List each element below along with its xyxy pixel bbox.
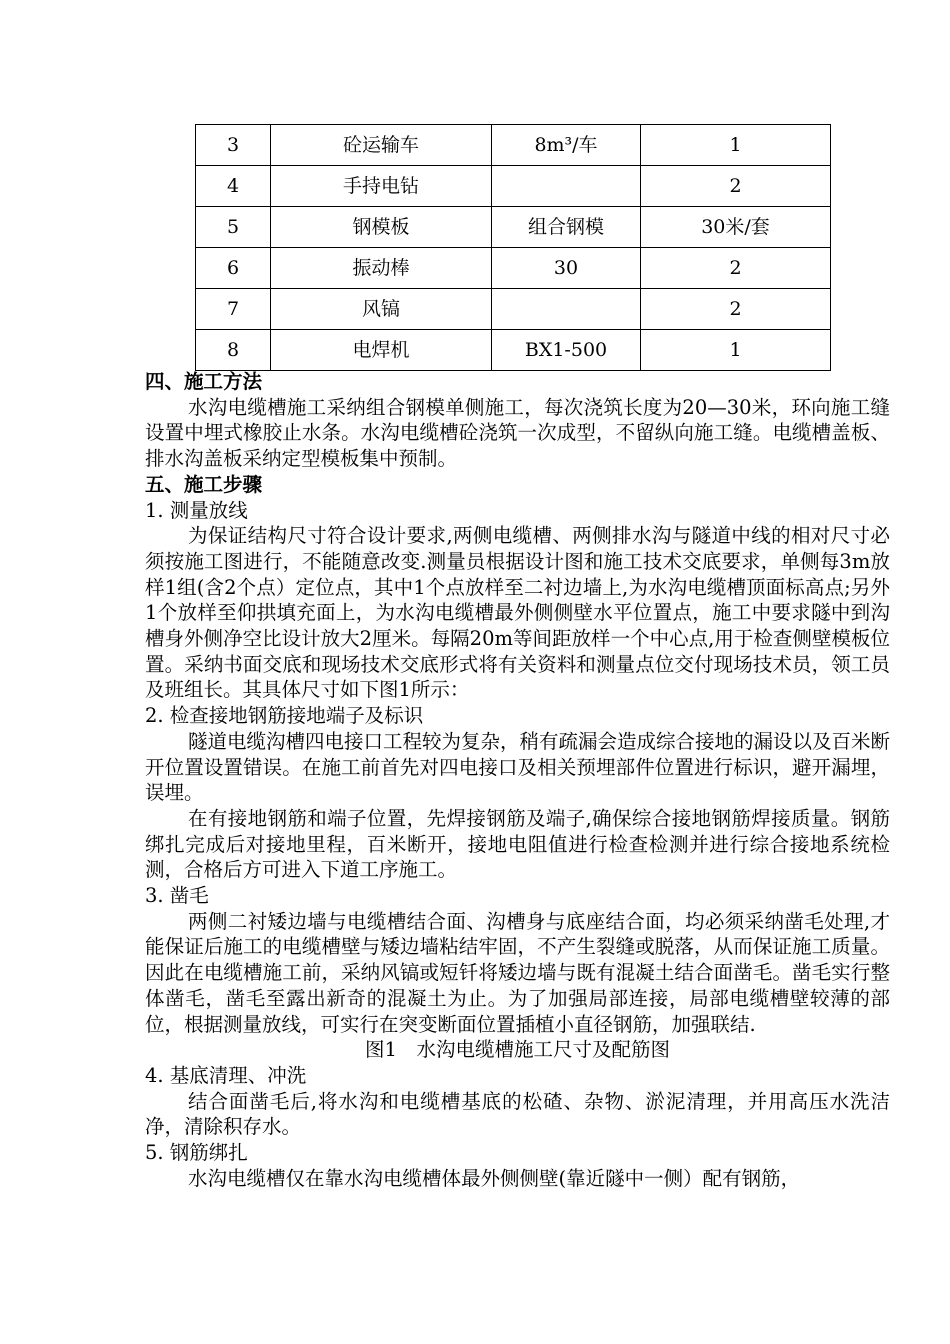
paragraph: 水沟电缆槽仅在靠水沟电缆槽体最外侧侧壁(靠近隧中一侧）配有钢筋，	[188, 1166, 801, 1190]
equipment-table	[195, 124, 831, 371]
equipment-name-cell: 砼运输车	[271, 125, 492, 166]
row-number-cell: 4	[196, 166, 271, 207]
table-row	[196, 248, 831, 289]
row-number-cell: 3	[196, 125, 271, 166]
row-number-cell: 6	[196, 248, 271, 289]
equipment-table-body	[196, 125, 831, 371]
table-row	[196, 289, 831, 330]
paragraph: 两侧二衬矮边墙与电缆槽结合面、沟槽身与底座结合面，均必须采纳凿毛处理,才能保证后施工的电缆槽壁与矮边墙粘结牢固，不产生裂缝或脱落，从而保证施工质量。因此在电缆槽施工前，采纳风镐或短钎将矮边墙与既有混凝土结合面凿毛。凿毛实行整体凿毛，凿毛至露出新奇的混凝土为止。为了加强局部连接，局部电缆槽壁较薄的部位，根据测量放线，可实行在突变断面位置插植小直径钢筋，加强联结.	[145, 909, 890, 1036]
quantity-cell: 2	[641, 166, 831, 207]
paragraph: 为保证结构尺寸符合设计要求,两侧电缆槽、两侧排水沟与隧道中线的相对尺寸必须按施工图进行，不能随意改变.测量员根据设计图和施工技术交底要求，单侧每3m放样1组(含2个点）定位点，其中1个点放样至二衬边墙上,为水沟电缆槽顶面标高点;另外1个放样至仰拱填充面上，为水沟电缆槽最外侧侧壁水平位置点，施工中要求隧中到沟槽身外侧净空比设计放大2厘米。每隔20m等间距放样一个中心点,用于检查侧壁模板位置。采纳书面交底和现场技术交底形式将有关资料和测量点位交付现场技术员，领工员及班组长。其具体尺寸如下图1所示：	[145, 524, 890, 702]
row-number-cell: 7	[196, 289, 271, 330]
table-row	[196, 330, 831, 371]
paragraph: 在有接地钢筋和端子位置，先焊接钢筋及端子,确保综合接地钢筋焊接质量。钢筋绑扎完成后对接地里程，百米断开，接地电阻值进行检查检测并进行综合接地系统检测，合格后方可进入下道工序施工。	[145, 806, 890, 882]
quantity-cell: 2	[641, 248, 831, 289]
specification-cell: 组合钢模	[492, 207, 641, 248]
table-row	[196, 166, 831, 207]
quantity-cell: 1	[641, 330, 831, 371]
paragraph: 水沟电缆槽施工采纳组合钢模单侧施工，每次浇筑长度为20—30米，环向施工缝设置中埋式橡胶止水条。水沟电缆槽砼浇筑一次成型，不留纵向施工缝。电缆槽盖板、排水沟盖板采纳定型模板集中预制。	[145, 395, 890, 471]
equipment-name-cell: 电焊机	[271, 330, 492, 371]
quantity-cell: 30米/套	[641, 207, 831, 248]
step-title: 5. 钢筋绑扎	[145, 1141, 248, 1165]
table-row	[196, 125, 831, 166]
quantity-cell: 2	[641, 289, 831, 330]
document-body	[145, 369, 890, 1192]
section-heading-construction-steps: 五、施工步骤	[145, 472, 263, 496]
section-heading-construction-method: 四、施工方法	[145, 370, 263, 393]
equipment-name-cell: 手持电钻	[271, 166, 492, 207]
equipment-name-cell: 钢模板	[271, 207, 492, 248]
equipment-name-cell: 振动棒	[271, 248, 492, 289]
row-number-cell: 5	[196, 207, 271, 248]
specification-cell	[492, 289, 641, 330]
row-number-cell: 8	[196, 330, 271, 371]
step-title: 1. 测量放线	[145, 498, 248, 522]
step-title: 4. 基底清理、冲洗	[145, 1063, 307, 1087]
table-row	[196, 207, 831, 248]
specification-cell: 30	[492, 248, 641, 289]
equipment-name-cell: 风镐	[271, 289, 492, 330]
step-title: 2. 检查接地钢筋接地端子及标识	[145, 704, 424, 728]
specification-cell	[492, 166, 641, 207]
specification-cell: BX1-500	[492, 330, 641, 371]
specification-cell: 8m³/车	[492, 125, 641, 166]
paragraph: 隧道电缆沟槽四电接口工程较为复杂，稍有疏漏会造成综合接地的漏设以及百米断开位置设置错误。在施工前首先对四电接口及相关预埋部件位置进行标识，避开漏埋，误埋。	[145, 729, 891, 805]
quantity-cell: 1	[641, 125, 831, 166]
step-title: 3. 凿毛	[145, 884, 209, 908]
paragraph: 结合面凿毛后,将水沟和电缆槽基底的松碴、杂物、淤泥清理，并用高压水洗洁净，清除积存水。	[145, 1089, 890, 1139]
figure-caption: 图1 水沟电缆槽施工尺寸及配筋图	[365, 1038, 670, 1062]
